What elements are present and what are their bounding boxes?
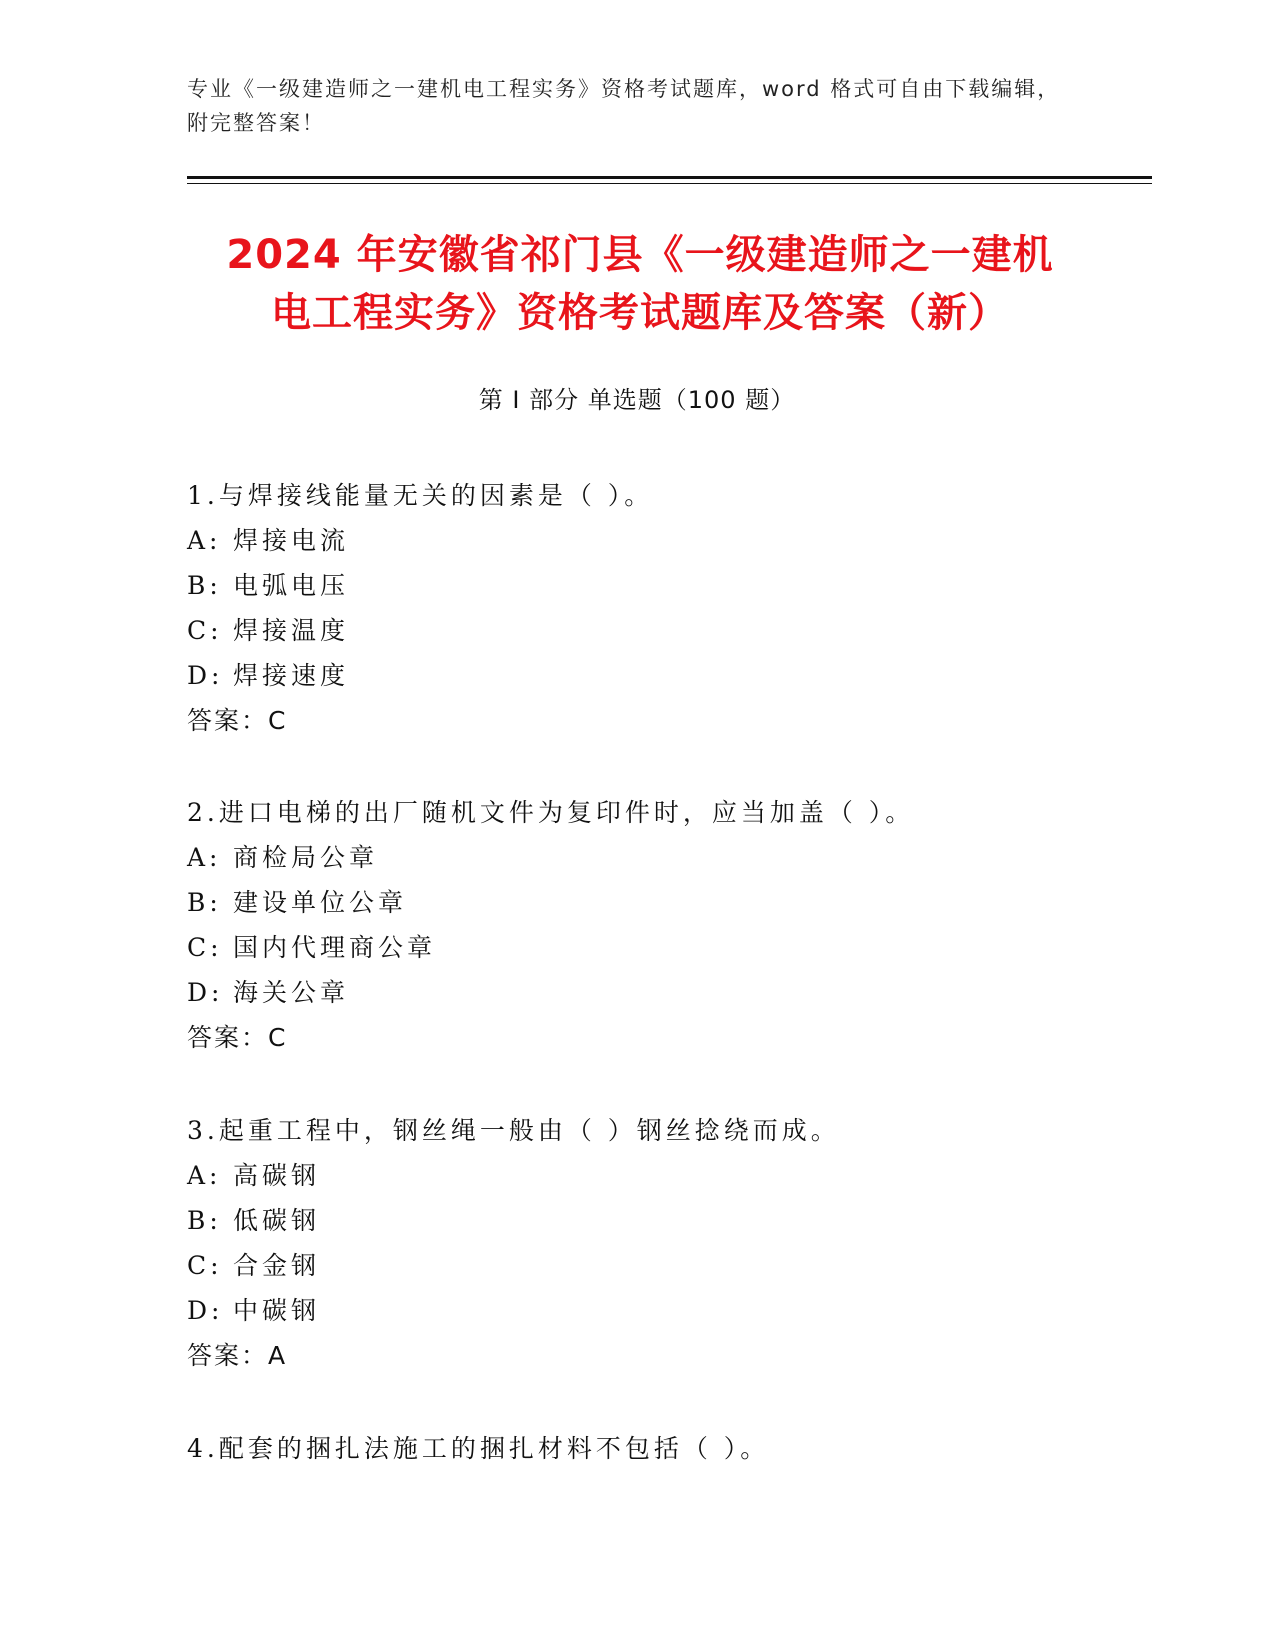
- question-stem: 3.起重工程中，钢丝绳一般由（ ）钢丝捻绕而成。: [187, 1116, 840, 1145]
- option-text: 焊接速度: [233, 661, 350, 690]
- question-stem: 4.配套的捆扎法施工的捆扎材料不包括（ ）。: [187, 1434, 770, 1463]
- answer-label: 答案：C: [187, 1023, 288, 1052]
- option-text: 电弧电压: [233, 571, 350, 600]
- option-b: [187, 1198, 1167, 1243]
- question-2: [187, 790, 1167, 1060]
- option-c: [187, 608, 1167, 653]
- answer-label: 答案：A: [187, 1341, 288, 1370]
- option-c: [187, 1243, 1167, 1288]
- option-key: A:: [187, 1161, 222, 1190]
- option-key: A:: [187, 843, 222, 872]
- option-a: [187, 835, 1167, 880]
- option-d: [187, 653, 1167, 698]
- option-d: [187, 1288, 1167, 1333]
- option-key: B:: [187, 571, 222, 600]
- option-key: A:: [187, 526, 222, 555]
- header-note: 专业《一级建造师之一建机电工程实务》资格考试题库，word 格式可自由下载编辑，附完整答案！: [187, 77, 1061, 135]
- option-text: 中碳钢: [233, 1296, 321, 1325]
- option-key: D:: [187, 978, 224, 1007]
- option-text: 建设单位公章: [233, 888, 408, 917]
- option-c: [187, 925, 1167, 970]
- option-text: 高碳钢: [233, 1161, 321, 1190]
- option-text: 合金钢: [233, 1251, 321, 1280]
- option-text: 焊接电流: [233, 526, 350, 555]
- option-key: C:: [187, 1251, 223, 1280]
- header-divider-thick: [187, 176, 1152, 179]
- option-text: 国内代理商公章: [233, 933, 437, 962]
- option-key: C:: [187, 933, 223, 962]
- part-heading: 第 I 部分 单选题（100 题）: [478, 386, 796, 414]
- header-divider-thin: [187, 183, 1152, 184]
- option-a: [187, 518, 1167, 563]
- option-text: 海关公章: [233, 978, 350, 1007]
- document-title: [180, 226, 1100, 342]
- option-b: [187, 563, 1167, 608]
- question-3: [187, 1108, 1167, 1378]
- answer-label: 答案：C: [187, 706, 288, 735]
- option-key: D:: [187, 1296, 224, 1325]
- question-1: [187, 473, 1167, 743]
- option-key: C:: [187, 616, 223, 645]
- question-4: [187, 1426, 1167, 1471]
- option-key: B:: [187, 888, 222, 917]
- document-title-line-2: 电工程实务》资格考试题库及答案（新）: [271, 290, 1009, 336]
- option-d: [187, 970, 1167, 1015]
- question-stem: 1.与焊接线能量无关的因素是（ ）。: [187, 481, 654, 510]
- option-b: [187, 880, 1167, 925]
- option-text: 焊接温度: [233, 616, 350, 645]
- option-key: B:: [187, 1206, 222, 1235]
- option-a: [187, 1153, 1167, 1198]
- option-key: D:: [187, 661, 224, 690]
- option-text: 商检局公章: [233, 843, 379, 872]
- document-title-line-1: 2024 年安徽省祁门县《一级建造师之一建机: [226, 232, 1054, 278]
- option-text: 低碳钢: [233, 1206, 321, 1235]
- question-stem: 2.进口电梯的出厂随机文件为复印件时，应当加盖（ ）。: [187, 798, 915, 827]
